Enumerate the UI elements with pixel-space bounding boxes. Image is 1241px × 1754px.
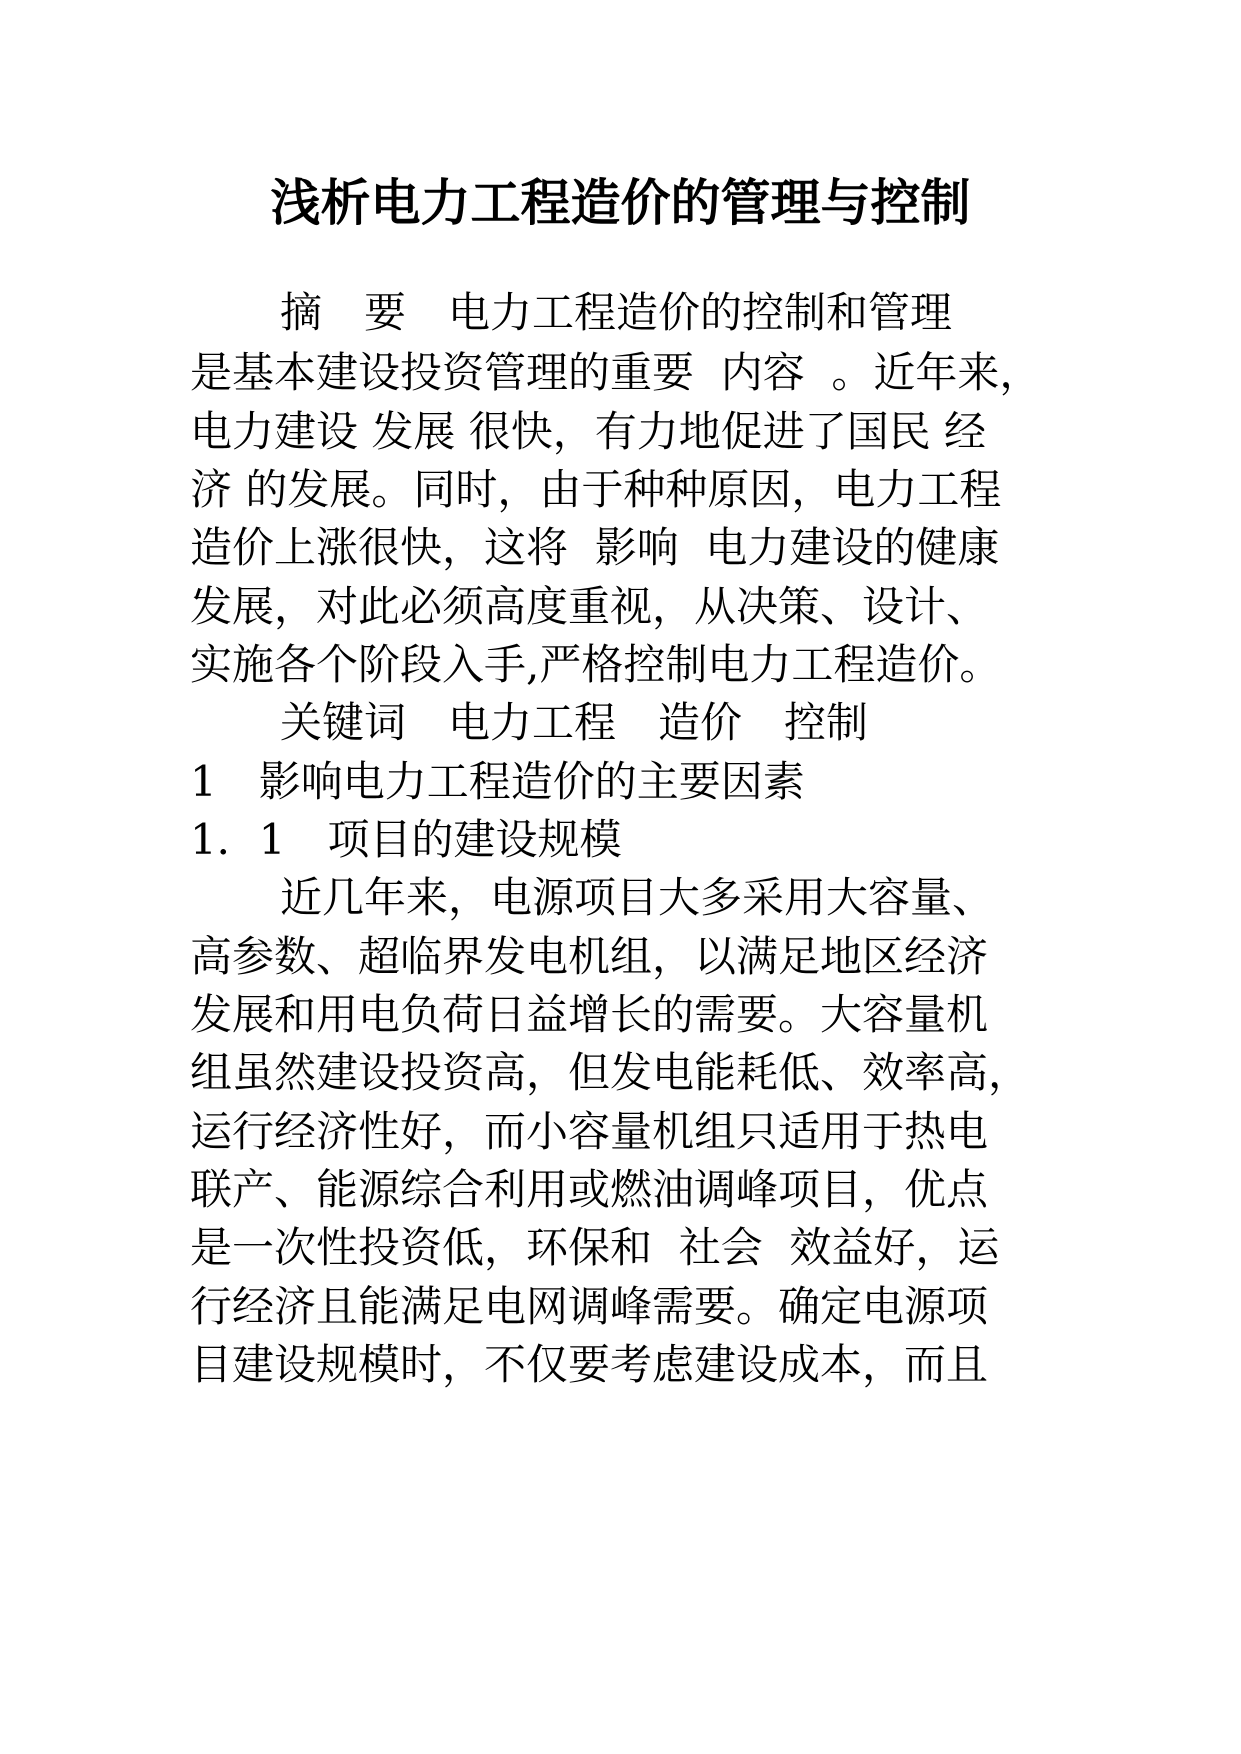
- abstract-line: 发展，对此必须高度重视，从决策、设计、: [190, 582, 989, 631]
- abstract-line: 是基本建设投资管理的重要 内容 。近年来，: [190, 348, 1042, 397]
- abstract-line: 实施各个阶段入手,严格控制电力工程造价。: [190, 640, 1002, 689]
- subsection-heading: 1．1 项目的建设规模: [190, 815, 622, 864]
- body-line: 近几年来，电源项目大多采用大容量、: [280, 873, 995, 922]
- body-line: 高参数、超临界发电机组，以满足地区经济: [190, 932, 989, 981]
- abstract-line: 造价上涨很快，这将 影响 电力建设的健康: [190, 523, 1000, 572]
- section-heading: 1 影响电力工程造价的主要因素: [190, 757, 805, 806]
- body-line: 运行经济性好，而小容量机组只适用于热电: [190, 1107, 989, 1156]
- keywords-line: 关键词 电力工程 造价 控制: [280, 698, 869, 747]
- body-line: 行经济且能满足电网调峰需要。确定电源项: [190, 1282, 989, 1331]
- abstract-line: 济 的发展。同时，由于种种原因，电力工程: [190, 465, 1002, 514]
- body-line: 目建设规模时，不仅要考虑建设成本，而且: [190, 1340, 989, 1389]
- body-line: 发展和用电负荷日益增长的需要。大容量机: [190, 990, 989, 1039]
- body-line: 组虽然建设投资高，但发电能耗低、效率高，: [190, 1048, 1031, 1097]
- document-title: 浅析电力工程造价的管理与控制: [270, 173, 971, 232]
- body-line: 是一次性投资低，环保和 社会 效益好，运: [190, 1223, 1000, 1272]
- abstract-line: 摘 要 电力工程造价的控制和管理: [280, 288, 953, 337]
- abstract-line: 电力建设 发展 很快，有力地促进了国民 经: [190, 407, 987, 456]
- body-line: 联产、能源综合利用或燃油调峰项目，优点: [190, 1165, 989, 1214]
